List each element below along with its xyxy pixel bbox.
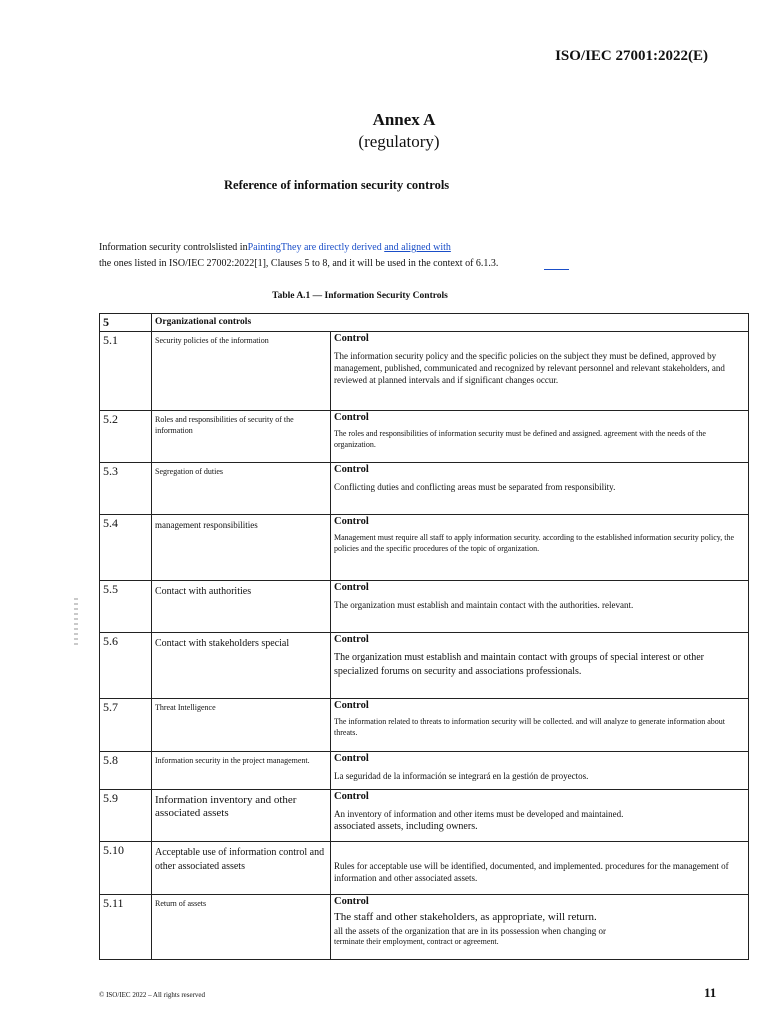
table-row: [100, 411, 749, 463]
table-row: [100, 581, 749, 633]
row-number: 5.10: [100, 842, 152, 895]
table-row: [100, 633, 749, 699]
table-row: [100, 699, 749, 752]
control-text: The staff and other stakeholders, as appropriate, will return.: [334, 911, 597, 923]
reference-title: Reference of information security controls: [224, 178, 450, 192]
row-name: Return of assets: [152, 895, 331, 960]
row-name: Security policies of the information: [152, 332, 331, 411]
row-number: 5.4: [100, 515, 152, 581]
intro-line-1: [99, 242, 451, 253]
intro-line-2: the ones listed in ISO/IEC 27002:2022[1], Clauses 5 to 8, and it will be used in the context of 6.1.3.: [99, 258, 499, 269]
row-number: 5.2: [100, 411, 152, 463]
copyright: © ISO/IEC 2022 – All rights reserved: [99, 991, 206, 999]
intro-link-underlined[interactable]: and aligned with: [384, 242, 451, 253]
control-heading: Control: [334, 464, 369, 475]
controls-table: [99, 313, 749, 960]
control-heading: Control: [334, 516, 369, 527]
table-row: [100, 790, 749, 842]
control-text: La seguridad de la información se integrará en la gestión de proyectos.: [334, 771, 589, 781]
table-row: [100, 332, 749, 411]
row-number: 5.8: [100, 752, 152, 790]
control-heading: Control: [334, 700, 369, 711]
control-heading: Control: [334, 896, 369, 907]
table-row: [100, 515, 749, 581]
row-number: 5.7: [100, 699, 152, 752]
annex-subtitle: (regulatory): [358, 132, 440, 151]
control-text: associated assets, including owners.: [334, 821, 478, 833]
control-heading: Control: [334, 634, 369, 645]
link-underline-mark: [544, 269, 569, 270]
row-name: Information inventory and other associated assets: [152, 790, 331, 842]
intro-link[interactable]: PaintingThey are directly derived: [247, 242, 385, 253]
standard-id: ISO/IEC 27001:2022(E): [555, 48, 708, 64]
control-text: terminate their employment, contract or agreement.: [334, 936, 499, 946]
row-name: Information security in the project management.: [152, 752, 331, 790]
control-text: Management must require all staff to apply information security. according to the established information security policy, the policies and the specific procedures of the topic of organization.: [334, 533, 735, 553]
row-number: 5.5: [100, 581, 152, 633]
row-name: Segregation of duties: [152, 463, 331, 515]
row-name: Contact with stakeholders special: [152, 633, 331, 699]
control-heading: Control: [334, 791, 369, 802]
row-number: 5.1: [100, 332, 152, 411]
control-text: The roles and responsibilities of information security must be defined and assigned. agreement with the needs of the organization.: [334, 429, 706, 449]
row-name: management responsibilities: [152, 515, 331, 581]
table-row: [100, 463, 749, 515]
control-heading: Control: [334, 582, 369, 593]
row-number: 5.3: [100, 463, 152, 515]
control-heading: Control: [334, 333, 369, 344]
control-heading: Control: [334, 412, 369, 423]
intro-prefix: Information security controlslisted in: [99, 242, 248, 253]
group-row: [100, 314, 749, 332]
control-text: The information security policy and the specific policies on the subject they must be defined, approved by management, published, communicated and recognized by relevant personnel and relevant stakeholders, and reviewed at planned intervals and if significant changes occur.: [334, 351, 725, 386]
row-name-text: Acceptable use of information control and other associated assets: [155, 847, 325, 872]
control-text: all the assets of the organization that are in its possession when changing or: [334, 925, 607, 936]
control-text: The information related to threats to information security will be collected. and will analyze to generate information about threats.: [334, 717, 725, 737]
page-number: 11: [704, 985, 717, 1000]
row-name: [152, 842, 331, 895]
row-name: Threat Intelligence: [152, 699, 331, 752]
row-name: Contact with authorities: [152, 581, 331, 633]
control-text: The organization must establish and maintain contact with groups of special interest or other specialized forums on security and associations professionals.: [334, 652, 704, 677]
control-text: The organization must establish and maintain contact with the authorities. relevant.: [334, 600, 634, 610]
table-row: [100, 842, 749, 895]
row-number: 5.9: [100, 790, 152, 842]
annex-title: Annex A: [372, 110, 436, 129]
row-number: 5.11: [100, 895, 152, 960]
margin-mark: [74, 598, 78, 646]
control-heading: Control: [334, 753, 369, 764]
table-row: [100, 895, 749, 960]
row-number: 5.6: [100, 633, 152, 699]
control-text: Rules for acceptable use will be identified, documented, and implemented. procedures for the management of information and other associated assets.: [334, 861, 729, 884]
group-name: Organizational controls: [152, 314, 749, 332]
control-text: An inventory of information and other items must be developed and maintained.: [334, 809, 624, 819]
control-text: Conflicting duties and conflicting areas must be separated from responsibility.: [334, 482, 616, 492]
row-name: Roles and responsibilities of security of the information: [152, 411, 331, 463]
table-caption: Table A.1 — Information Security Controls: [272, 291, 448, 301]
table-row: [100, 752, 749, 790]
group-number: 5: [100, 314, 152, 332]
